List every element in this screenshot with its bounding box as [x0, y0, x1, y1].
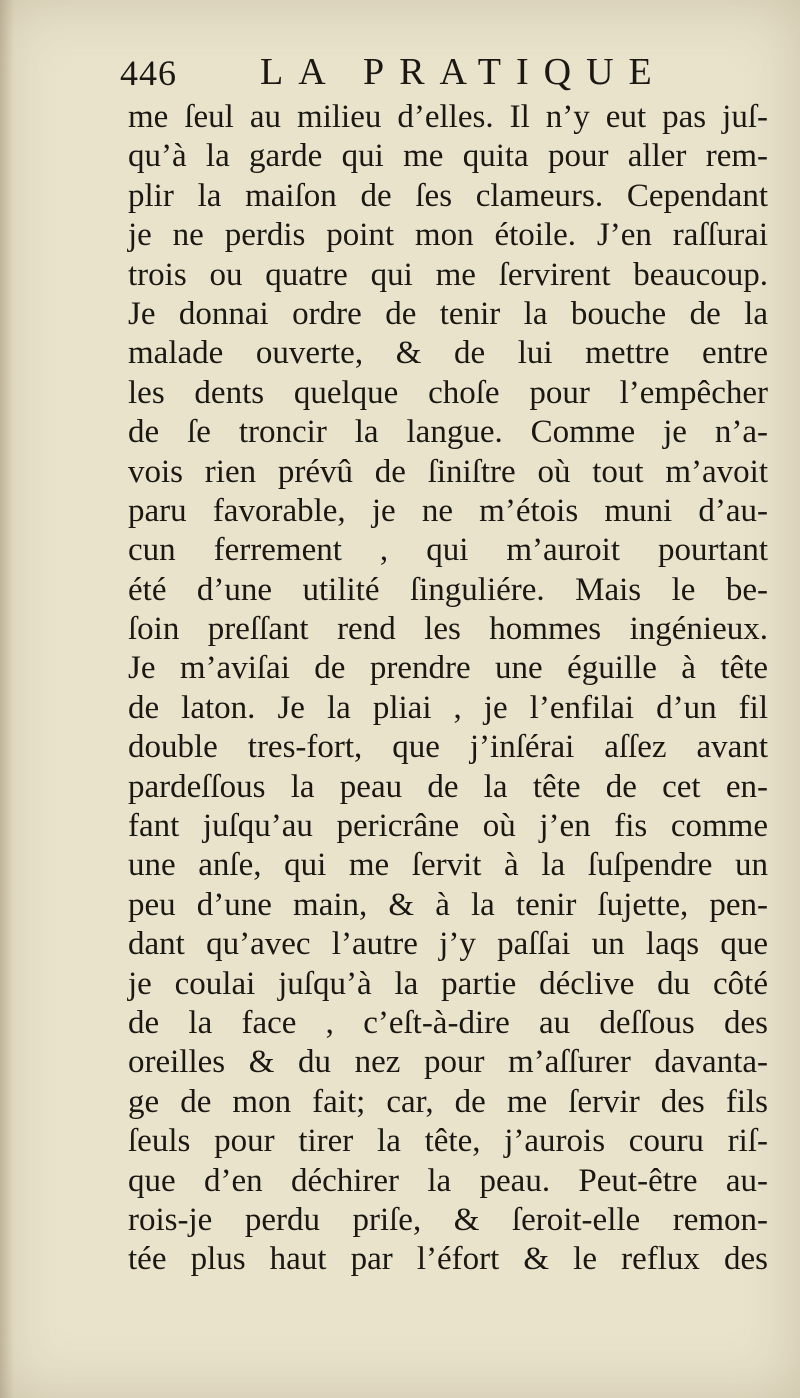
text-line: été d’une utilité ſinguliére. Mais le be-: [128, 571, 768, 608]
text-line: que d’en déchirer la peau. Peut-être au-: [128, 1162, 768, 1199]
text-line: ſoin preſſant rend les hommes ingénieux.: [128, 611, 768, 648]
text-line: me ſeul au milieu d’elles. Il n’y eut pas juſ-: [128, 99, 768, 135]
text-line: je ne perdis point mon étoile. J’en raſſurai: [128, 217, 768, 254]
text-line: Je donnai ordre de tenir la bouche de la: [128, 295, 768, 332]
text-line: de laton. Je la pliai , je l’enfilai d’un fil: [128, 689, 768, 726]
text-line: paru favorable, je ne m’étois muni d’au-: [128, 492, 768, 529]
text-line: vois rien prévû de ſiniſtre où tout m’avoit: [128, 453, 768, 490]
text-line: les dents quelque choſe pour l’empêcher: [128, 374, 768, 411]
running-head: [120, 50, 680, 100]
page-title: LA PRATIQUE: [260, 51, 667, 93]
binding-shadow: [0, 0, 14, 1398]
text-line: une anſe, qui me ſervit à la ſuſpendre un: [128, 847, 768, 884]
text-line: qu’à la garde qui me quita pour aller rem-: [128, 138, 768, 175]
text-line: de la face , c’eſt-à-dire au deſſous des: [128, 1004, 768, 1041]
body-text: [128, 98, 768, 1280]
text-line: malade ouverte, & de lui mettre entre: [128, 335, 768, 372]
text-line: pardeſſous la peau de la tête de cet en-: [128, 768, 768, 805]
text-line: de ſe troncir la langue. Comme je n’a-: [128, 414, 768, 451]
text-line: ge de mon fait; car, de me ſervir des fils: [128, 1083, 768, 1120]
text-line: ſeuls pour tirer la tête, j’aurois couru riſ-: [128, 1123, 768, 1160]
text-line: tée plus haut par l’éfort & le reflux des: [128, 1241, 768, 1278]
text-line: trois ou quatre qui me ſervirent beaucoup.: [128, 256, 768, 293]
text-line: fant juſqu’au pericrâne où j’en fis comme: [128, 808, 768, 845]
text-line: je coulai juſqu’à la partie déclive du côté: [128, 965, 768, 1002]
text-line: oreilles & du nez pour m’aſſurer davanta-: [128, 1044, 768, 1081]
text-line: dant qu’avec l’autre j’y paſſai un laqs que: [128, 926, 768, 963]
text-line: rois-je perdu priſe, & ſeroit-elle remon-: [128, 1201, 768, 1238]
text-line: Je m’aviſai de prendre une éguille à tête: [128, 650, 768, 687]
text-line: cun ferrement , qui m’auroit pourtant: [128, 532, 768, 569]
text-line: plir la maiſon de ſes clameurs. Cependant: [128, 177, 768, 214]
text-line: peu d’une main, & à la tenir ſujette, pen-: [128, 886, 768, 923]
text-line: double tres-fort, que j’inſérai aſſez avant: [128, 729, 768, 766]
page-number: 446: [120, 53, 177, 93]
